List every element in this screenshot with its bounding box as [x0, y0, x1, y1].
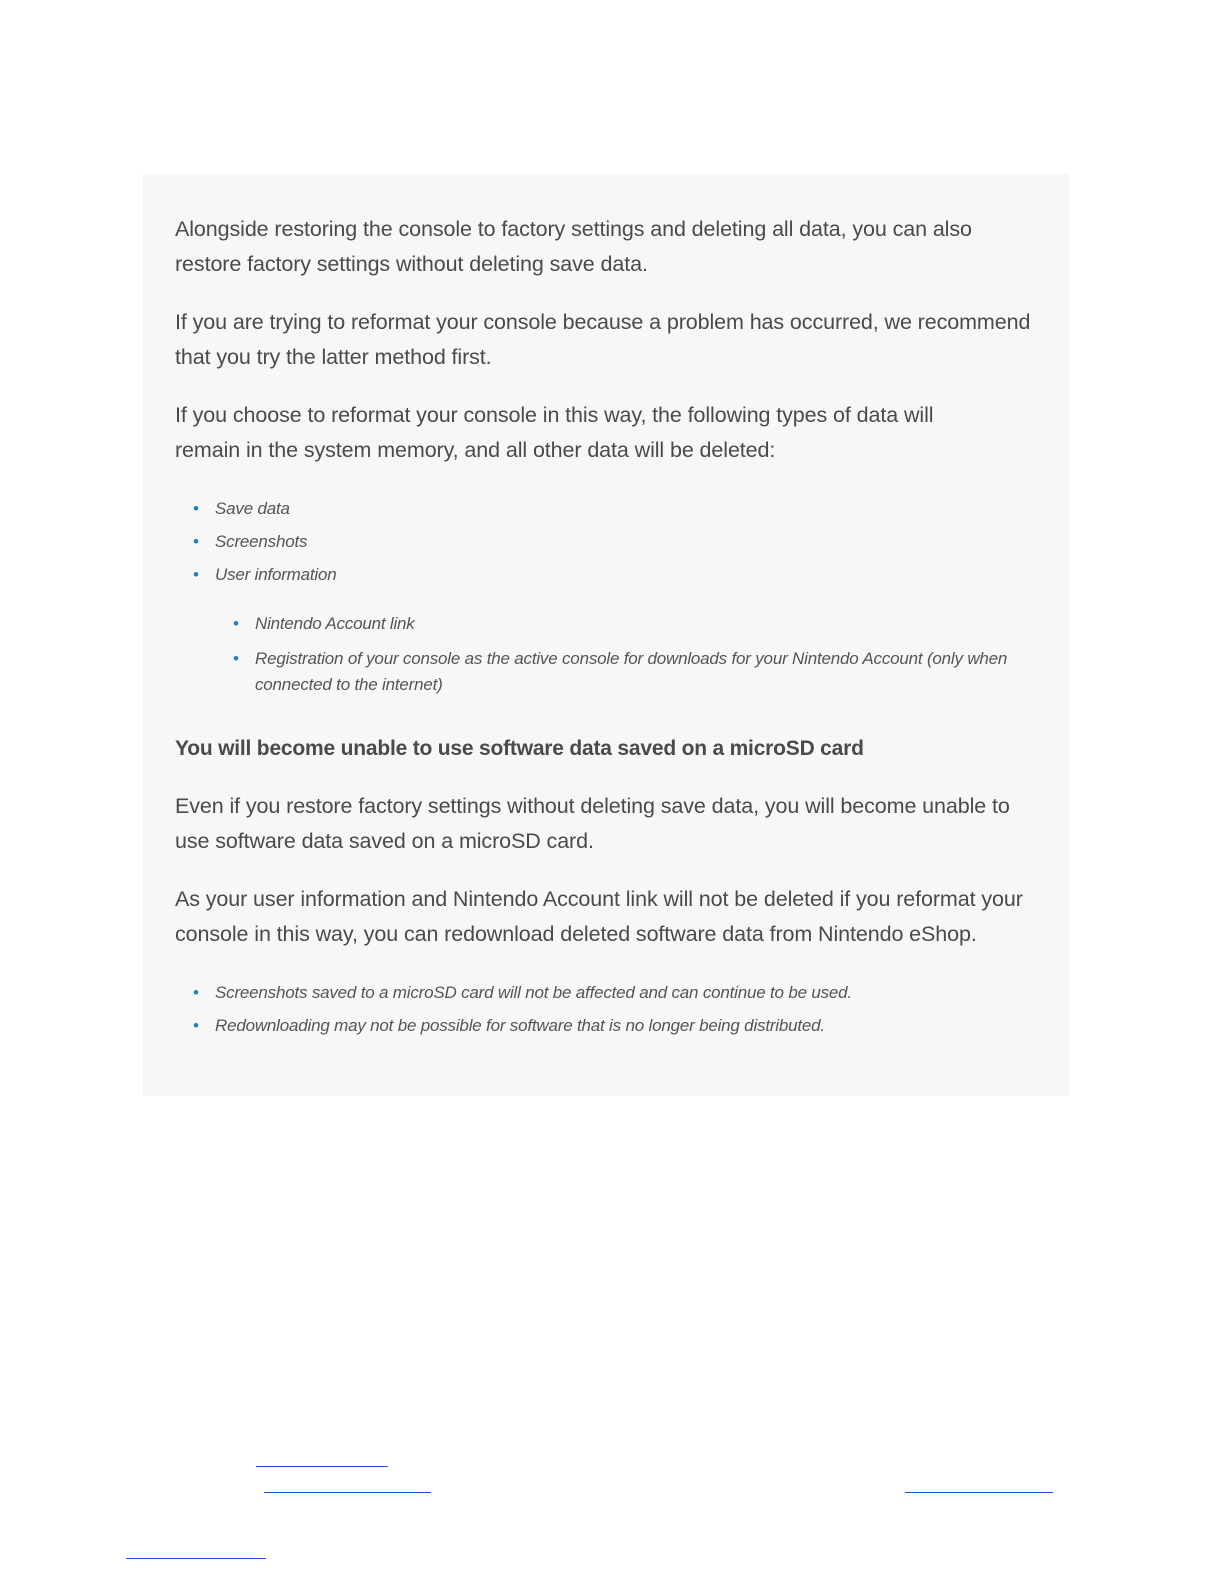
list-item-text: Screenshots saved to a microSD card will not be affected and can continue to be used. [215, 983, 852, 1002]
list-item [193, 492, 1037, 525]
list-item [193, 525, 1037, 558]
link-underline-3[interactable] [905, 1492, 1053, 1493]
list-item-text: Redownloading may not be possible for software that is no longer being distributed. [215, 1016, 825, 1035]
link-underline-2[interactable] [264, 1492, 431, 1493]
list-item [193, 1009, 1037, 1042]
body-paragraph-2: As your user information and Nintendo Account link will not be deleted if you reformat your console in this way, you can redownload deleted software data from Nintendo eShop. [175, 887, 1023, 946]
intro-paragraph-2: If you are trying to reformat your console because a problem has occurred, we recommend that you try the latter method first. [175, 310, 1031, 369]
retained-data-list [175, 492, 1037, 591]
intro-paragraph-3: If you choose to reformat your console in this way, the following types of data will remain in the system memory, and all other data will be deleted: [175, 403, 934, 462]
bullet-icon: • [233, 649, 239, 668]
list-item-text: Nintendo Account link [255, 614, 415, 633]
list-item [193, 976, 1037, 1009]
link-underline-1[interactable] [256, 1466, 388, 1467]
microsd-heading: You will become unable to use software data saved on a microSD card [175, 737, 864, 760]
article-screenshot-panel [143, 174, 1069, 1096]
list-item-text: Registration of your console as the active console for downloads for your Nintendo Account (only when connected to the internet) [255, 649, 1008, 694]
list-item [233, 611, 1037, 637]
bullet-icon: • [193, 983, 199, 1002]
list-item-text: Save data [215, 499, 290, 518]
bullet-icon: • [193, 565, 199, 584]
link-underline-4[interactable] [126, 1558, 266, 1559]
list-item-text: Screenshots [215, 532, 308, 551]
list-item-text: User information [215, 565, 337, 584]
notes-list [175, 976, 1037, 1042]
user-info-sublist [175, 611, 1037, 698]
bullet-icon: • [233, 614, 239, 633]
bullet-icon: • [193, 1016, 199, 1035]
body-paragraph-1: Even if you restore factory settings without deleting save data, you will become unable to use software data saved on a microSD card. [175, 794, 1010, 853]
bullet-icon: • [193, 499, 199, 518]
list-item [193, 558, 1037, 591]
bullet-icon: • [193, 532, 199, 551]
list-item [233, 646, 1037, 698]
intro-paragraph-1: Alongside restoring the console to factory settings and deleting all data, you can also restore factory settings without deleting save data. [175, 217, 972, 276]
